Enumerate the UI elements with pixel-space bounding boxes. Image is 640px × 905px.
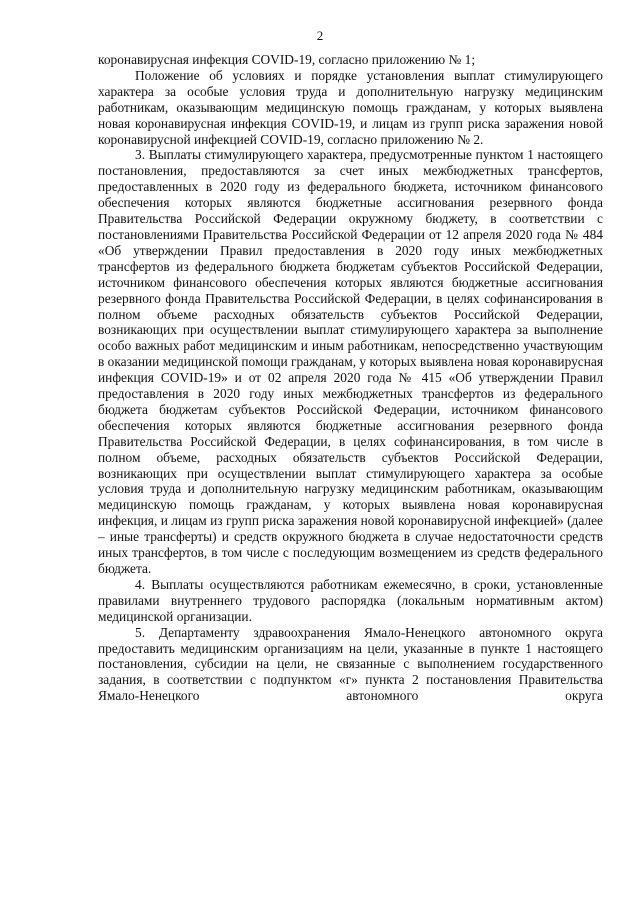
- page-number: 2: [316, 28, 324, 43]
- paragraph-item-3-funding: 3. Выплаты стимулирующего характера, предусмотренные пунктом 1 настоящего постановления, предоставляются за счет иных межбюджетных трансфертов, предоставленных в 2020 году из федерального бюджета, источником финансового обеспечения которых являются бюджетные ассигнования резервного фонда Правительства Российской Федерации окружному бюджету, в соответствии с постановлениями Правительства Российской Федерации от 12 апреля 2020 года № 484 «Об утверждении Правил предоставления в 2020 году иных межбюджетных трансфертов из федерального бюджета бюджетам субъектов Российской Федерации, источником финансового обеспечения которых являются бюджетные ассигнования резервного фонда Правительства Российской Федерации, в целях софинансирования в полном объеме расходных обязательств субъектов Российской Федерации, возникающих при осуществлении выплат стимулирующего характера за выполнение особо важных работ медицинским и иным работникам, непосредственно участвующим в оказании медицинской помощи гражданам, у которых выявлена новая коронавирусная инфекция COVID-19» и от 02 апреля 2020 года № 415 «Об утверждении Правил предоставления в 2020 году иных межбюджетных трансфертов из федерального бюджета бюджетам субъектов Российской Федерации, источником финансового обеспечения которых являются бюджетные ассигнования резервного фонда Правительства Российской Федерации, в целях софинансирования, в том числе в полном объеме, расходных обязательств субъектов Российской Федерации, возникающих при осуществлении выплат стимулирующего характера за особые условия труда и дополнительную нагрузку медицинским работникам, оказывающим медицинскую помощь гражданам, у которых выявлена новая коронавирусная инфекция, и лицам из групп риска заражения новой коронавирусной инфекцией» (далее – иные трансферты) и средств окружного бюджета в случае недостаточности средств иных трансфертов, в том числе с последующим возмещением из средств федерального бюджета.: [98, 147, 603, 576]
- paragraph-regulation-appendix-2: Положение об условиях и порядке установления выплат стимулирующего характера за особые условия труда и дополнительную нагрузку медицинским работникам, оказывающим медицинскую помощь гражданам, у которых выявлена новая коронавирусная инфекция COVID-19, и лицам из групп риска заражения новой коронавирусной инфекцией COVID-19, согласно приложению № 2.: [98, 67, 603, 147]
- paragraph-covid-appendix-1-tail: коронавирусная инфекция COVID-19, согласно приложению № 1;: [98, 52, 476, 67]
- document-body: [98, 52, 603, 704]
- paragraph-item-5-department: 5. Департаменту здравоохранения Ямало-Ненецкого автономного округа предоставить медицинским организациям на цели, указанные в пункте 1 настоящего постановления, субсидии на цели, не связанные с выполнением государственного задания, в соответствии с подпунктом «г» пункта 2 постановления Правительства Ямало-Ненецкого автономного округа: [98, 624, 603, 704]
- paragraph-item-4-payments: 4. Выплаты осуществляются работникам ежемесячно, в сроки, установленные правилами внутреннего трудового распорядка (локальным нормативным актом) медицинской организации.: [98, 576, 603, 624]
